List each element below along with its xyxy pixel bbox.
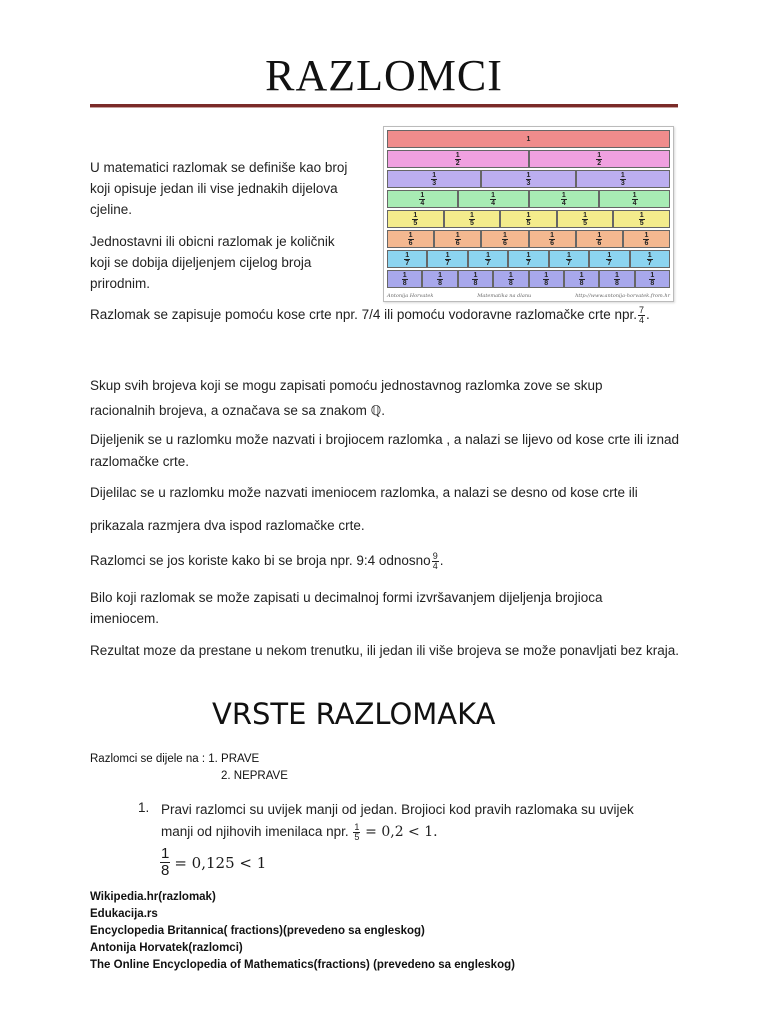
wall-cell-numerator: 1 xyxy=(402,271,407,279)
fraction-7-4 xyxy=(638,306,645,325)
wall-cell-denominator: 7 xyxy=(566,259,571,267)
example-2-result: = 0,125 < 1 xyxy=(174,853,267,872)
fraction-wall-footer xyxy=(387,293,670,300)
fraction-wall-cell xyxy=(481,170,575,188)
fraction-wall-cell xyxy=(549,250,589,268)
wall-cell-fraction xyxy=(490,192,496,207)
fraction-wall-cell xyxy=(422,270,457,288)
fraction-numerator: 9 xyxy=(432,550,438,561)
fraction-wall-cell xyxy=(468,250,508,268)
source-item: Encyclopedia Britannica( fractions)(prevedeno sa engleskog) xyxy=(90,925,425,937)
wall-cell-denominator: 7 xyxy=(486,259,490,267)
list-item-line-2 xyxy=(161,821,701,843)
notation-text: Razlomak se zapisuje pomoću kose crte npr. 7/4 ili pomoću vodoravne razlomačke crte npr. xyxy=(90,307,638,322)
wall-cell-numerator: 1 xyxy=(639,211,644,219)
fraction-wall-cell xyxy=(434,230,481,248)
fraction-numerator: 7 xyxy=(639,304,645,315)
dijelilac-line-2: prikazala razmjera dva ispod razlomačke crte. xyxy=(90,518,365,533)
title-divider xyxy=(90,104,678,108)
wall-cell-numerator: 1 xyxy=(632,191,637,199)
wall-cell-numerator: 1 xyxy=(420,191,425,199)
koriste-paragraph xyxy=(90,550,690,571)
fraction-wall-cell xyxy=(481,230,528,248)
source-item: Antonija Horvatek(razlomci) xyxy=(90,942,243,954)
fraction-wall-cell xyxy=(576,170,670,188)
wall-cell-numerator: 1 xyxy=(650,271,655,279)
wall-cell-fraction xyxy=(582,212,588,227)
fraction-1-5 xyxy=(353,823,360,842)
fraction-wall-cell xyxy=(458,190,529,208)
wall-cell-denominator: 8 xyxy=(473,279,478,287)
wall-cell-denominator: 6 xyxy=(550,239,555,247)
wall-cell-denominator: 4 xyxy=(491,199,496,207)
wall-cell-fraction xyxy=(508,272,514,287)
wall-cell-numerator: 1 xyxy=(413,211,418,219)
source-item: The Online Encyclopedia of Mathematics(fractions) (prevedeno sa engleskog) xyxy=(90,959,515,971)
wall-cell-denominator: 5 xyxy=(583,219,588,227)
fraction-wall-cell xyxy=(387,270,422,288)
fraction-wall-cell xyxy=(387,130,670,148)
fraction-wall-cell xyxy=(387,150,529,168)
fraction-wall-row xyxy=(387,210,670,228)
wall-cell-fraction xyxy=(596,152,602,167)
fraction-wall-cell xyxy=(500,210,557,228)
wall-cell-denominator: 8 xyxy=(402,279,407,287)
wall-cell-numerator: 1 xyxy=(644,231,649,239)
sources-list xyxy=(90,889,515,974)
example-1-result: = 0,2 < 1. xyxy=(365,824,438,840)
wall-cell-numerator: 1 xyxy=(561,191,566,199)
wall-cell-denominator: 5 xyxy=(526,219,531,227)
fraction-denominator: 4 xyxy=(639,314,645,325)
wall-cell-fraction xyxy=(402,272,408,287)
fraction-wall-row xyxy=(387,190,670,208)
wall-cell-fraction xyxy=(404,252,410,267)
intro-paragraph-2: Jednostavni ili obicni razlomak je količnik koji se dobija dijeljenjem cijelog broja prirodnim. xyxy=(90,234,335,291)
wall-cell-denominator: 6 xyxy=(455,239,460,247)
wall-cell-fraction xyxy=(419,192,425,207)
wall-cell-fraction xyxy=(647,252,653,267)
dijeljenik-paragraph: Dijeljenik se u razlomku može nazvati i brojiocem razlomka , a nalazi se lijevo od kose crte ili iznad razlomačke crte. xyxy=(90,432,679,469)
wall-cell-denominator: 7 xyxy=(526,259,531,267)
wall-cell-numerator: 1 xyxy=(405,251,410,259)
koriste-text: Razlomci se jos koriste kako bi se broja npr. 9:4 odnosno xyxy=(90,553,431,568)
wall-cell-numerator: 1 xyxy=(579,271,584,279)
wall-cell-fraction xyxy=(639,212,645,227)
wall-cell-denominator: 4 xyxy=(561,199,566,207)
wall-cell-denominator: 3 xyxy=(526,179,531,187)
fraction-wall-cell xyxy=(387,190,458,208)
fraction-wall-cell xyxy=(564,270,599,288)
wall-cell-fraction xyxy=(606,252,612,267)
wall-cell-numerator: 1 xyxy=(597,151,602,159)
rezultat-paragraph: Rezultat moze da prestane u nekom trenutku, ili jedan ili više brojeva se može ponavljati bez kraja. xyxy=(90,643,680,658)
wall-cell-denominator: 8 xyxy=(579,279,584,287)
wall-cell-fraction xyxy=(502,232,508,247)
notation-end: . xyxy=(646,307,650,322)
wall-cell-fraction xyxy=(455,232,461,247)
section-title: VRSTE RAZLOMAKA xyxy=(212,697,496,731)
list-item-text: manji od njihovih imenilaca npr. xyxy=(161,824,349,839)
wall-cell-fraction xyxy=(561,192,567,207)
wall-cell-fraction xyxy=(596,232,602,247)
fraction-wall-cell xyxy=(613,210,670,228)
wall-cell-numerator: 1 xyxy=(502,231,507,239)
wall-cell-fraction xyxy=(526,172,532,187)
source-item: Wikipedia.hr(razlomak) xyxy=(90,891,216,903)
wall-cell-fraction xyxy=(549,232,555,247)
wall-cell-numerator: 1 xyxy=(455,231,460,239)
fraction-denominator: 4 xyxy=(432,560,438,571)
wall-cell-fraction xyxy=(455,152,461,167)
notation-paragraph xyxy=(90,304,680,325)
wall-cell-denominator: 6 xyxy=(502,239,507,247)
wall-footer-author: Antonija Horvatek xyxy=(387,293,434,299)
list-number: 1. xyxy=(138,800,150,815)
wall-cell-denominator: 2 xyxy=(597,159,602,167)
wall-cell-numerator: 1 xyxy=(544,271,549,279)
wall-cell-denominator: 7 xyxy=(445,259,450,267)
wall-cell-numerator: 1 xyxy=(526,211,531,219)
wall-cell-numerator: 1 xyxy=(445,251,450,259)
wall-cell-fraction xyxy=(566,252,572,267)
wall-cell-fraction xyxy=(579,272,585,287)
fraction-denominator: 8 xyxy=(161,862,170,879)
dijelilac-line-1: Dijelilac se u razlomku može nazvati imeniocem razlomka, a nalazi se desno od kose crte ili xyxy=(90,485,638,500)
fraction-wall-cell xyxy=(557,210,614,228)
wall-cell-fraction xyxy=(408,232,414,247)
types-lead: Razlomci se dijele na : 1. PRAVE xyxy=(90,753,260,765)
wall-cell-fraction xyxy=(526,212,532,227)
fraction-wall-cell xyxy=(427,250,467,268)
fraction-wall-cell xyxy=(529,230,576,248)
wall-cell-denominator: 8 xyxy=(614,279,619,287)
fraction-wall-cell xyxy=(529,270,564,288)
wall-cell-numerator: 1 xyxy=(508,271,513,279)
fraction-wall-cell xyxy=(599,270,634,288)
wall-cell-denominator: 4 xyxy=(632,199,637,207)
wall-cell-numerator: 1 xyxy=(614,271,619,279)
wall-cell-denominator: 2 xyxy=(455,159,460,167)
fraction-wall-cell xyxy=(387,170,481,188)
fraction-wall-cell xyxy=(589,250,629,268)
intro-paragraph-1: U matematici razlomak se definiše kao broj koji opisuje jedan ili vise jednakih dijelova cjeline. xyxy=(90,160,348,217)
example-2-equation xyxy=(159,846,266,879)
wall-cell-numerator: 1 xyxy=(491,191,496,199)
wall-cell-numerator: 1 xyxy=(566,251,571,259)
wall-cell-denominator: 8 xyxy=(438,279,443,287)
wall-cell-fraction xyxy=(472,272,478,287)
wall-cell-numerator: 1 xyxy=(408,231,413,239)
wall-cell-numerator: 1 xyxy=(486,251,490,259)
wall-cell-fraction xyxy=(620,172,626,187)
fraction-numerator: 1 xyxy=(354,821,360,832)
fraction-wall-cell xyxy=(444,210,501,228)
fraction-wall-row xyxy=(387,270,670,288)
koriste-end: . xyxy=(439,553,444,568)
fraction-wall-cell xyxy=(635,270,670,288)
wall-cell-fraction xyxy=(649,272,655,287)
fraction-wall-cell xyxy=(508,250,548,268)
fraction-9-4 xyxy=(432,552,439,571)
wall-cell-denominator: 7 xyxy=(647,259,652,267)
wall-cell-fraction xyxy=(643,232,649,247)
wall-cell-numerator: 1 xyxy=(432,171,437,179)
wall-cell-numerator: 1 xyxy=(550,231,555,239)
fraction-wall-row xyxy=(387,230,670,248)
fraction-wall-row xyxy=(387,170,670,188)
wall-cell-denominator: 3 xyxy=(620,179,625,187)
wall-cell-fraction xyxy=(632,192,638,207)
fraction-wall-cell xyxy=(458,270,493,288)
fraction-wall-row xyxy=(387,130,670,148)
wall-cell-numerator: 1 xyxy=(597,231,602,239)
wall-cell-denominator: 7 xyxy=(405,259,410,267)
wall-cell-whole: 1 xyxy=(526,135,531,143)
wall-cell-numerator: 1 xyxy=(455,151,460,159)
wall-cell-fraction xyxy=(445,252,451,267)
wall-cell-denominator: 7 xyxy=(607,259,612,267)
wall-cell-denominator: 3 xyxy=(432,179,437,187)
fraction-wall-cell xyxy=(576,230,623,248)
decimalna-paragraph: Bilo koji razlomak se može zapisati u decimalnoj formi izvršavanjem dijeljenja brojioca imeniocem. xyxy=(90,590,603,626)
source-item: Edukacija.rs xyxy=(90,908,158,920)
fraction-wall-cell xyxy=(493,270,528,288)
wall-cell-fraction xyxy=(431,172,437,187)
fraction-denominator: 5 xyxy=(354,831,360,842)
wall-cell-numerator: 1 xyxy=(583,211,588,219)
fraction-1-8 xyxy=(160,846,170,879)
wall-cell-fraction xyxy=(485,252,491,267)
fraction-wall-image xyxy=(383,126,674,302)
fraction-wall-cell xyxy=(387,250,427,268)
wall-cell-denominator: 6 xyxy=(644,239,649,247)
wall-cell-fraction xyxy=(526,252,532,267)
wall-cell-denominator: 5 xyxy=(639,219,644,227)
wall-cell-numerator: 1 xyxy=(438,271,443,279)
wall-cell-fraction xyxy=(543,272,549,287)
wall-cell-denominator: 5 xyxy=(413,219,418,227)
wall-cell-numerator: 1 xyxy=(526,171,531,179)
fraction-wall-cell xyxy=(529,190,600,208)
fraction-wall-row xyxy=(387,150,670,168)
skup-paragraph: Skup svih brojeva koji se mogu zapisati pomoću jednostavnog razlomka zove se skup racionalnih brojeva, a označava se sa znakom ℚ. xyxy=(90,378,603,418)
wall-cell-numerator: 1 xyxy=(607,251,612,259)
wall-cell-numerator: 1 xyxy=(647,251,652,259)
wall-cell-fraction xyxy=(412,212,418,227)
wall-footer-title: Matematika na dlanu xyxy=(477,293,532,299)
fraction-wall-cell xyxy=(387,230,434,248)
wall-cell-denominator: 8 xyxy=(650,279,655,287)
fraction-wall-cell xyxy=(623,230,670,248)
fraction-wall-row xyxy=(387,250,670,268)
wall-cell-numerator: 1 xyxy=(473,271,478,279)
wall-footer-url: http://www.antonija-horvatek.from.hr xyxy=(575,293,670,299)
fraction-wall-cell xyxy=(599,190,670,208)
fraction-numerator: 1 xyxy=(161,845,170,862)
wall-cell-denominator: 4 xyxy=(420,199,425,207)
fraction-wall-cell xyxy=(387,210,444,228)
wall-cell-fraction xyxy=(614,272,620,287)
wall-cell-denominator: 6 xyxy=(597,239,602,247)
wall-cell-denominator: 8 xyxy=(508,279,513,287)
wall-cell-denominator: 8 xyxy=(544,279,549,287)
wall-cell-denominator: 5 xyxy=(469,219,474,227)
wall-cell-numerator: 1 xyxy=(526,251,531,259)
wall-cell-denominator: 6 xyxy=(408,239,413,247)
list-item-line-1: Pravi razlomci su uvijek manji od jedan. Brojioci kod pravih razlomaka su uvijek xyxy=(161,802,634,817)
fraction-wall-cell xyxy=(529,150,671,168)
wall-cell-numerator: 1 xyxy=(469,211,474,219)
wall-cell-fraction xyxy=(469,212,475,227)
wall-cell-numerator: 1 xyxy=(620,171,625,179)
wall-cell-fraction xyxy=(437,272,443,287)
types-second: 2. NEPRAVE xyxy=(221,770,288,782)
fraction-wall-cell xyxy=(630,250,670,268)
page-title: RAZLOMCI xyxy=(265,51,503,100)
